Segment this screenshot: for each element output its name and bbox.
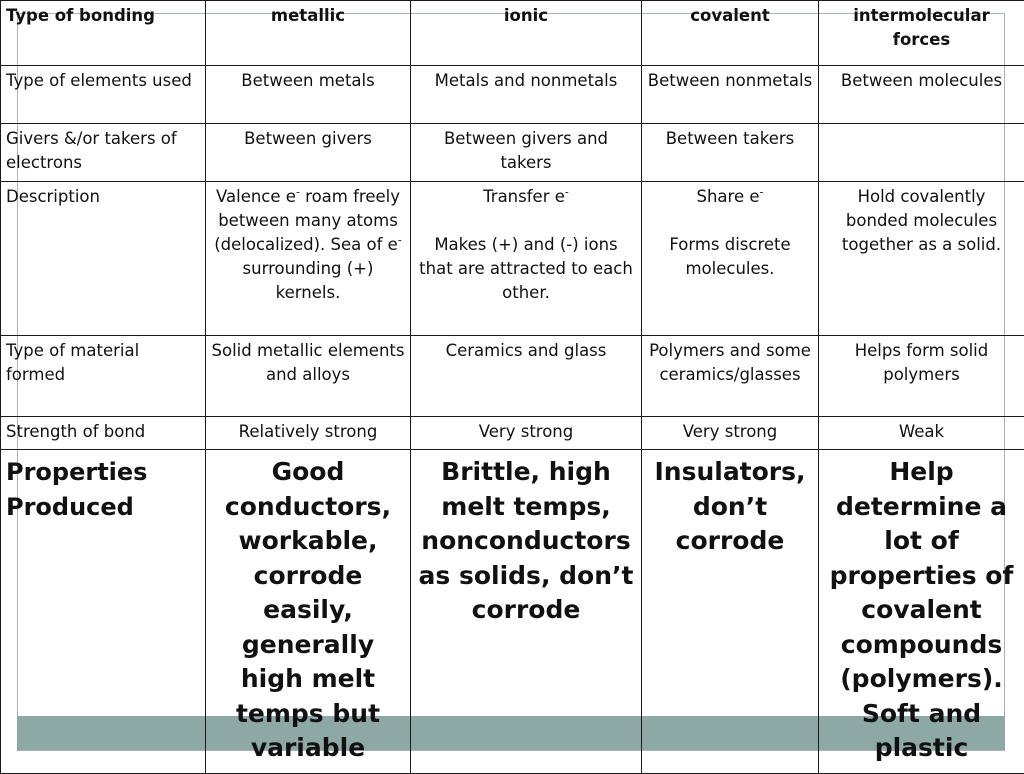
- cell-elements-covalent: Between nonmetals: [642, 66, 819, 124]
- superscript-minus: -: [565, 186, 569, 199]
- row-properties: [1, 450, 1024, 774]
- row-label-elements: Type of elements used: [1, 66, 206, 124]
- cell-description-metallic: [206, 182, 411, 336]
- header-ionic: ionic: [411, 1, 642, 66]
- cell-elements-metallic: Between metals: [206, 66, 411, 124]
- row-description: [1, 182, 1024, 336]
- cell-properties-metallic: Good conductors, workable, corrode easily, generally high melt temps but variable: [206, 450, 411, 774]
- cell-description-covalent: [642, 182, 819, 336]
- cell-elements-intermolecular: Between molecules: [819, 66, 1024, 124]
- cell-givers-covalent: Between takers: [642, 124, 819, 182]
- superscript-minus: -: [760, 186, 764, 199]
- row-label-description: Description: [1, 182, 206, 336]
- cell-material-metallic: Solid metallic elements and alloys: [206, 336, 411, 417]
- superscript-minus: -: [296, 186, 300, 199]
- row-label-givers: Givers &/or takers of electrons: [1, 124, 206, 182]
- header-type-of-bonding: Type of bonding: [1, 1, 206, 66]
- cell-elements-ionic: Metals and nonmetals: [411, 66, 642, 124]
- cell-strength-metallic: Relatively strong: [206, 417, 411, 450]
- cell-description-intermolecular: Hold covalently bonded molecules together as a solid.: [819, 182, 1024, 336]
- header-row: [1, 1, 1024, 66]
- header-intermolecular: intermolecular forces: [819, 1, 1024, 66]
- desc-metallic-part3: surrounding (+) kernels.: [243, 259, 374, 302]
- desc-covalent-line1: Share e: [697, 187, 760, 206]
- header-metallic: metallic: [206, 1, 411, 66]
- desc-ionic-line1: Transfer e: [483, 187, 565, 206]
- row-label-properties: Properties Produced: [1, 450, 206, 774]
- desc-metallic-part2: roam freely between many atoms (delocalized). Sea of e: [214, 187, 400, 254]
- header-covalent: covalent: [642, 1, 819, 66]
- cell-material-ionic: Ceramics and glass: [411, 336, 642, 417]
- row-type-of-elements: [1, 66, 1024, 124]
- row-strength: [1, 417, 1024, 450]
- cell-properties-covalent: Insulators, don’t corrode: [642, 450, 819, 774]
- cell-material-covalent: Polymers and some ceramics/glasses: [642, 336, 819, 417]
- desc-covalent-line2: Forms discrete molecules.: [669, 235, 790, 278]
- row-label-strength: Strength of bond: [1, 417, 206, 450]
- cell-givers-ionic: Between givers and takers: [411, 124, 642, 182]
- row-material-formed: [1, 336, 1024, 417]
- cell-material-intermolecular: Helps form solid polymers: [819, 336, 1024, 417]
- cell-properties-intermolecular: Help determine a lot of properties of covalent compounds (polymers). Soft and plastic: [819, 450, 1024, 774]
- cell-strength-intermolecular: Weak: [819, 417, 1024, 450]
- cell-properties-ionic: Brittle, high melt temps, nonconductors as solids, don’t corrode: [411, 450, 642, 774]
- cell-givers-metallic: Between givers: [206, 124, 411, 182]
- row-givers-takers: [1, 124, 1024, 182]
- cell-strength-covalent: Very strong: [642, 417, 819, 450]
- cell-givers-intermolecular: [819, 124, 1024, 182]
- row-label-material: Type of material formed: [1, 336, 206, 417]
- superscript-minus: -: [398, 234, 402, 247]
- desc-metallic-part1: Valence e: [216, 187, 296, 206]
- desc-ionic-line2: Makes (+) and (-) ions that are attracted to each other.: [419, 235, 633, 302]
- cell-strength-ionic: Very strong: [411, 417, 642, 450]
- cell-description-ionic: [411, 182, 642, 336]
